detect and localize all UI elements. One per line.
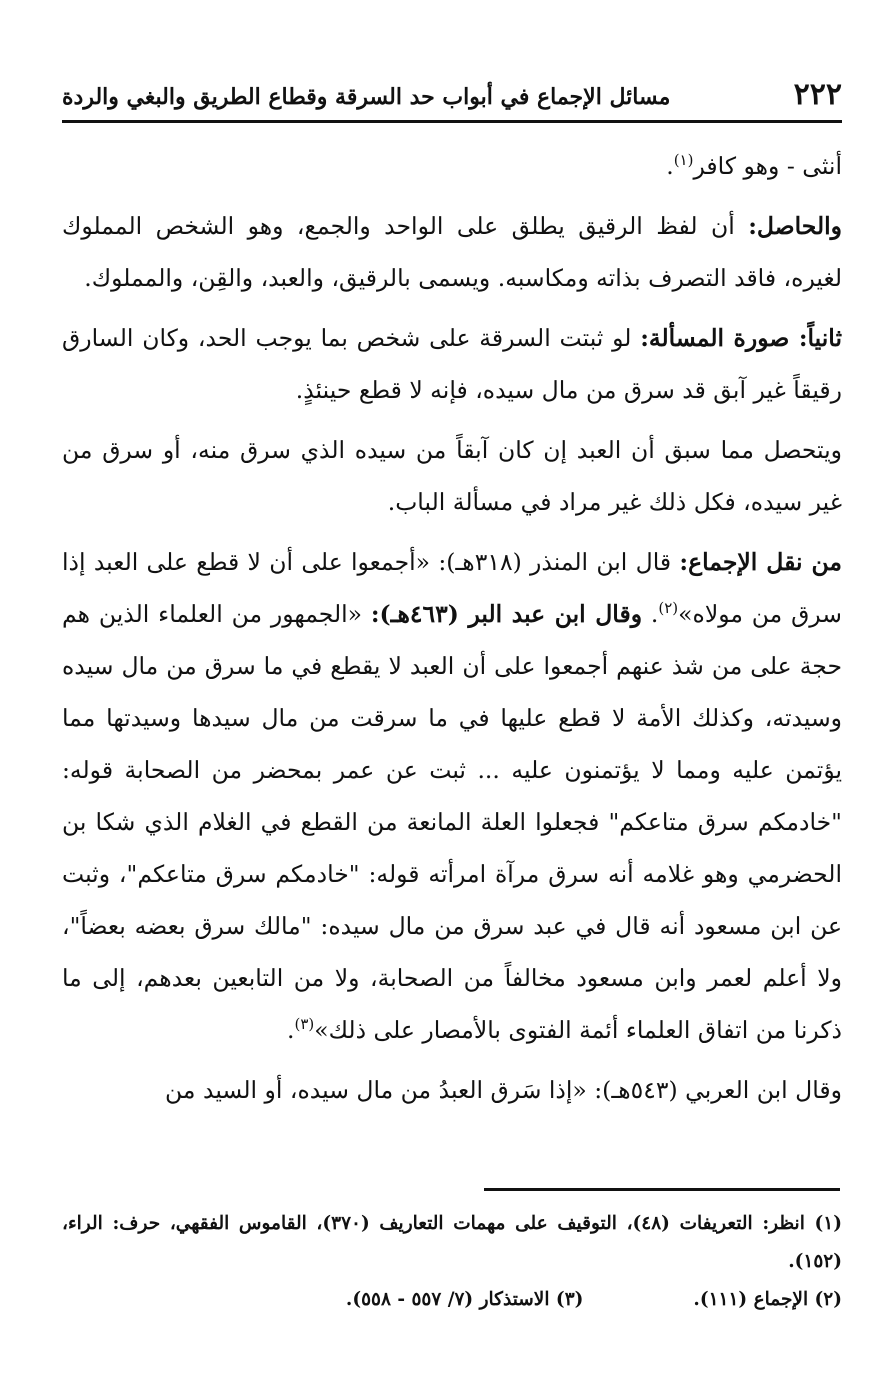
footnote-marker-1: (١) [673,151,694,170]
footnote-2: (٢) الإجماع (١١١). [693,1289,842,1310]
footnote-marker-3: (٣) [294,1015,315,1034]
paragraph-lead: والحاصل: [748,212,842,240]
paragraph-3 [62,312,842,416]
paragraph-text: أنثى - وهو كافر [693,152,842,180]
footnote-marker-2: (٢) [658,599,679,618]
quote-ibn-almundhir: قال ابن المنذر (٣١٨هـ): «أجمعوا على أن لا قطع على العبد إذا سرق من مولاه» [62,548,842,628]
paragraph-1 [62,140,842,192]
running-title: مسائل الإجماع في أبواب حد السرقة وقطاع الطريق والبغي والردة [62,84,671,110]
footnote-divider [484,1188,840,1191]
paragraph-text: وقال ابن العربي (٥٤٣هـ): «إذا سَرق العبدُ من مال سيده، أو السيد من [165,1076,842,1104]
header-divider [62,120,842,123]
footnotes [62,1205,842,1319]
quote-ibn-abdalbarr: «الجمهور من العلماء الذين هم حجة على من شذ عنهم أجمعوا على أن العبد لا يقطع في ما سرق من مال سيده وسيدته، وكذلك الأمة لا قطع عليها في ما سرقت من مال سيدها وسيدتها مما يؤتمن عليه ومما لا يؤتمنون عليه ... ثبت عن عمر بمحضر من الصحابة قوله: "خادمكم سرق متاعكم" فجعلوا العلة المانعة من القطع في الغلام الذي شكا بن الحضرمي وهو غلامه أنه سرق مرآة امرأته قوله: "خادمكم سرق متاعكم"، وثبت عن ابن مسعود أنه قال في عبد سرق من مال سيده: "مالك سرق بعضه بعضاً"، ولا أعلم لعمر وابن مسعود مخالفاً من الصحابة، ولا من التابعين بعدهم، إلى ما ذكرنا من اتفاق العلماء أئمة الفتوى بالأمصار على ذلك» [62,600,842,1044]
punctuation: . [642,600,659,628]
page-number: ٢٢٢ [793,77,842,112]
paragraph-lead: ثانياً: صورة المسألة: [640,324,842,352]
paragraph-end: . [666,152,674,180]
footnote-3: (٣) الاستذكار (٧/ ٥٥٧ - ٥٥٨). [345,1289,584,1310]
footnote-row [62,1281,842,1319]
paragraph-2 [62,200,842,304]
main-text [62,140,842,1124]
paragraph-text: أن لفظ الرقيق يطلق على الواحد والجمع، وهو الشخص المملوك لغيره، فاقد التصرف بذاته ومكاسبه. ويسمى بالرقيق، والعبد، والقِن، والمملوك. [62,212,842,292]
punctuation: . [286,1016,295,1044]
footnote-1: (١) انظر: التعريفات (٤٨)، التوقيف على مهمات التعاريف (٣٧٠)، القاموس الفقهي، حرف: الراء، (١٥٢). [62,1213,842,1272]
paragraph-4 [62,424,842,528]
paragraph-lead: من نقل الإجماع: [679,548,843,576]
paragraph-text: ويتحصل مما سبق أن العبد إن كان آبقاً من سيده الذي سرق منه، أو سرق من غير سيده، فكل ذلك غير مراد في مسألة الباب. [62,436,842,516]
paragraph-5 [62,536,842,1056]
attribution-ibn-abdalbarr: وقال ابن عبد البر (٤٦٣هـ): [370,600,643,628]
paragraph-text: لو ثبتت السرقة على شخص بما يوجب الحد، وكان السارق رقيقاً غير آبق قد سرق من مال سيده، فإنه لا قطع حينئذٍ. [62,324,842,404]
paragraph-6 [62,1064,842,1116]
page-header [62,58,842,120]
